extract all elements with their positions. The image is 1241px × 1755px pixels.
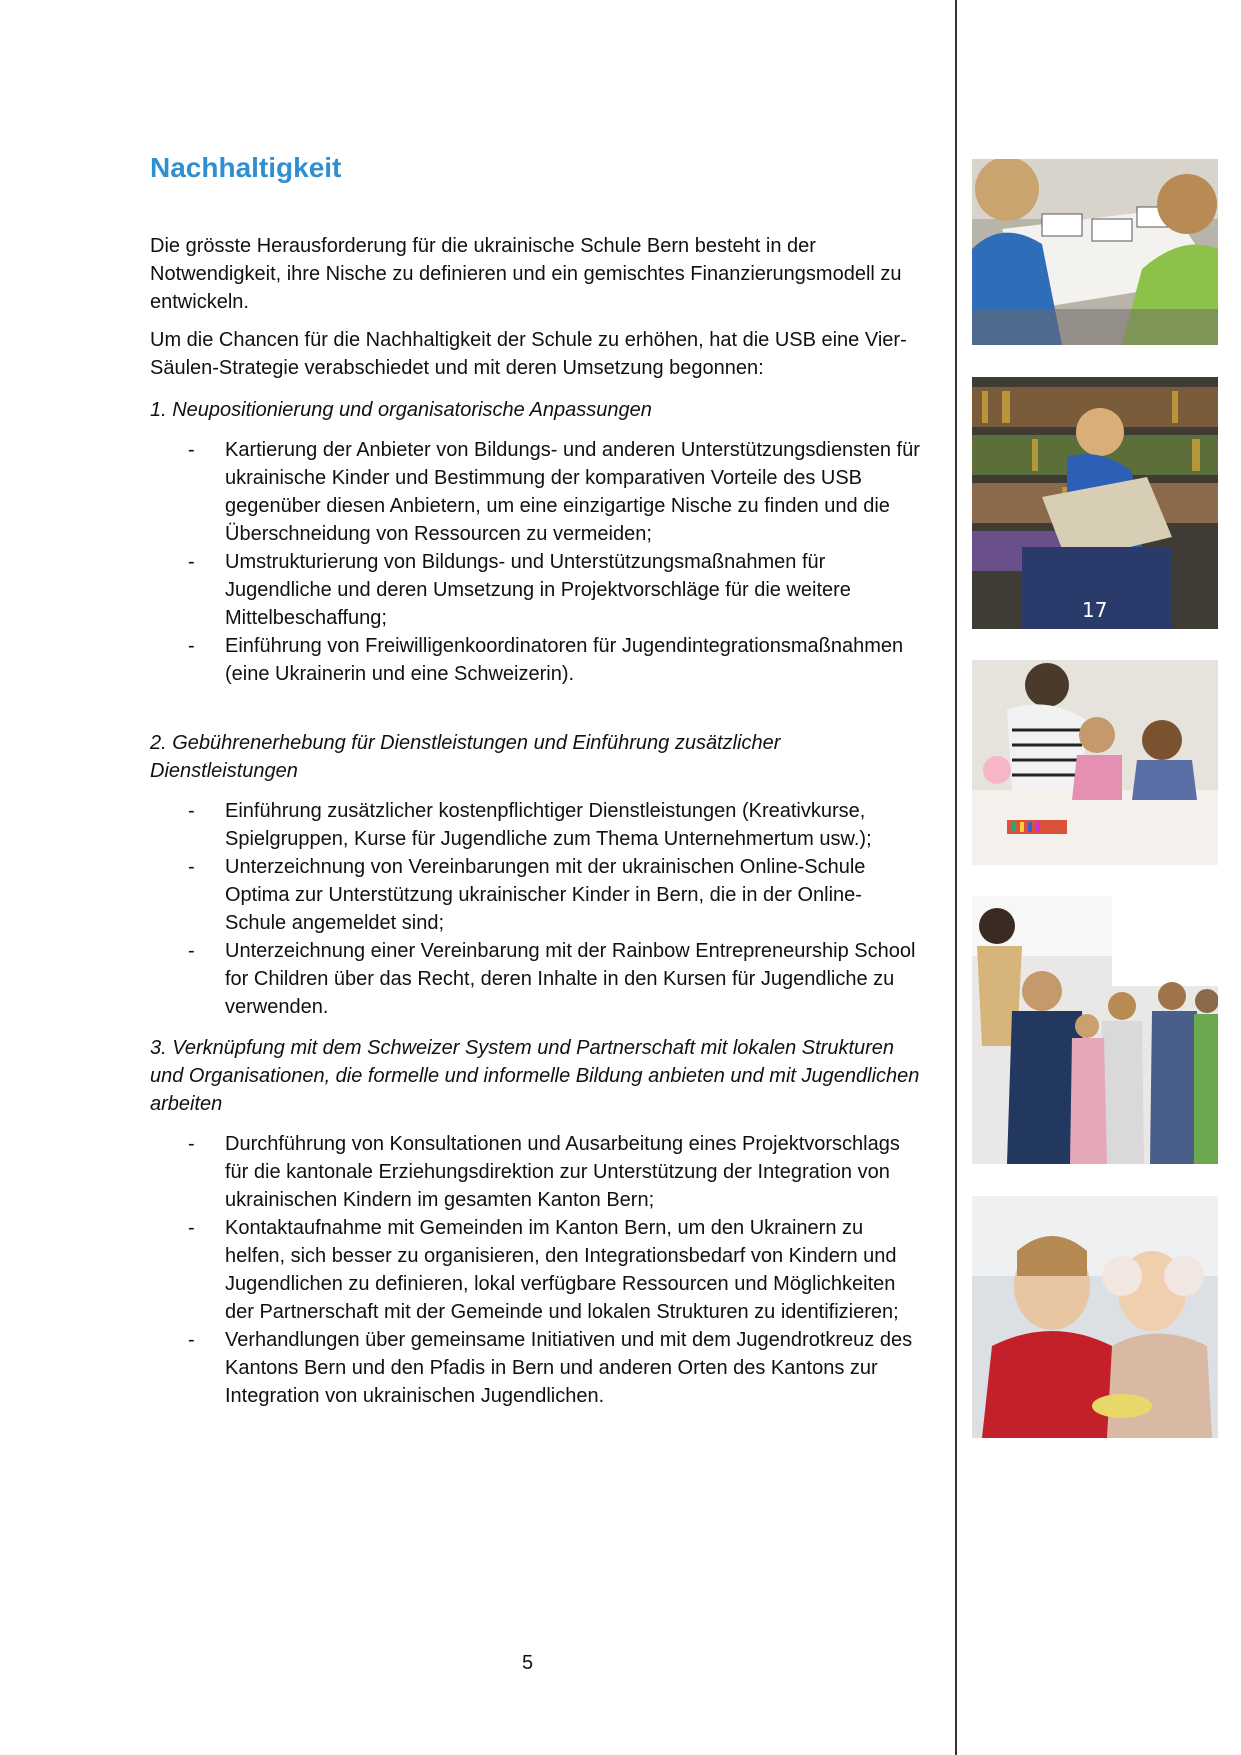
page-number: 5 [521, 1652, 534, 1674]
intro-paragraph-2: Um die Chancen für die Nachhaltigkeit der Schule zu erhöhen, hat die USB eine Vier-Säulen-Strategie verabschiedet und mit deren Umsetzung begonnen: [150, 329, 907, 379]
section-1-list [150, 436, 920, 688]
bullet-dash: - [188, 1133, 195, 1155]
bullet-dash: - [188, 940, 195, 962]
photo-children-coloring [972, 660, 1218, 865]
photo-two-girls [972, 1196, 1218, 1438]
photo-children-drawing [972, 159, 1218, 345]
bullet-dash: - [188, 800, 195, 822]
photo-children-group [972, 896, 1218, 1164]
list-item: - Kartierung der Anbieter von Bildungs- und anderen Unterstützungsdiensten für ukrainische Kinder und Bestimmung der komparativen Vorteile des USB gegenüber diesen Anbietern, um eine einzigartige Nische zu finden und die Überschneidung von Ressourcen zu vermeiden; [150, 436, 920, 548]
list-item: - Kontaktaufnahme mit Gemeinden im Kanton Bern, um den Ukrainern zu helfen, sich besser zu organisieren, den Integrationsbedarf von Kindern und Jugendlichen zu definieren, lokal verfügbare Ressourcen und Möglichkeiten der Partnerschaft mit der Gemeinde und lokalen Strukturen zu identifizieren; [150, 1214, 920, 1326]
list-item: - Einführung zusätzlicher kostenpflichtiger Dienstleistungen (Kreativkurse, Spielgruppen, Kurse für Jugendliche zum Thema Unternehmertum usw.); [150, 797, 920, 853]
bullet-dash: - [188, 1217, 195, 1239]
list-item: - Verhandlungen über gemeinsame Initiativen und mit dem Jugendrotkreuz des Kantons Bern und den Pfadis in Bern und anderen Orten des Kantons zur Integration von ukrainischen Jugendlichen. [150, 1326, 920, 1410]
section-3-list [150, 1130, 920, 1410]
bullet-dash: - [188, 856, 195, 878]
bullet-dash: - [188, 635, 195, 657]
list-item: - Einführung von Freiwilligenkoordinatoren für Jugendintegrationsmaßnahmen (eine Ukrainerin und eine Schweizerin). [150, 632, 920, 688]
bullet-dash: - [188, 439, 195, 461]
page-title: Nachhaltigkeit [150, 152, 342, 183]
list-item: - Umstrukturierung von Bildungs- und Unterstützungsmaßnahmen für Jugendliche und deren Umsetzung in Projektvorschläge für die weitere Mittelbeschaffung; [150, 548, 920, 632]
bullet-dash: - [188, 1329, 195, 1351]
list-item: - Durchführung von Konsultationen und Ausarbeitung eines Projektvorschlags für die kantonale Erziehungsdirektion zur Unterstützung der Integration von ukrainischen Kindern im gesamten Kanton Bern; [150, 1130, 920, 1214]
section-2-title: 2. Gebührenerhebung für Dienstleistungen und Einführung zusätzlicher Dienstleistungen [150, 732, 781, 782]
list-item: - Unterzeichnung von Vereinbarungen mit der ukrainischen Online-Schule Optima zur Unterstützung ukrainischer Kinder in Bern, die in der Online-Schule angemeldet sind; [150, 853, 920, 937]
intro-paragraph-1: Die grösste Herausforderung für die ukrainische Schule Bern besteht in der Notwendigkeit, ihre Nische zu definieren und ein gemischtes Finanzierungsmodell zu entwickeln. [150, 235, 902, 313]
section-2-list [150, 797, 920, 1021]
bullet-dash: - [188, 551, 195, 573]
list-item: - Unterzeichnung einer Vereinbarung mit der Rainbow Entrepreneurship School for Children über das Recht, deren Inhalte in den Kursen für Jugendliche zu verwenden. [150, 937, 920, 1021]
photo-boy-library [972, 377, 1218, 629]
column-divider [955, 0, 957, 1755]
section-1-title: 1. Neupositionierung und organisatorische Anpassungen [150, 399, 652, 421]
section-3-title: 3. Verknüpfung mit dem Schweizer System und Partnerschaft mit lokalen Strukturen und Organisationen, die formelle und informelle Bildung anbieten und mit Jugendlichen arbeiten [150, 1037, 920, 1115]
svg-text:17: 17 [1082, 598, 1108, 622]
